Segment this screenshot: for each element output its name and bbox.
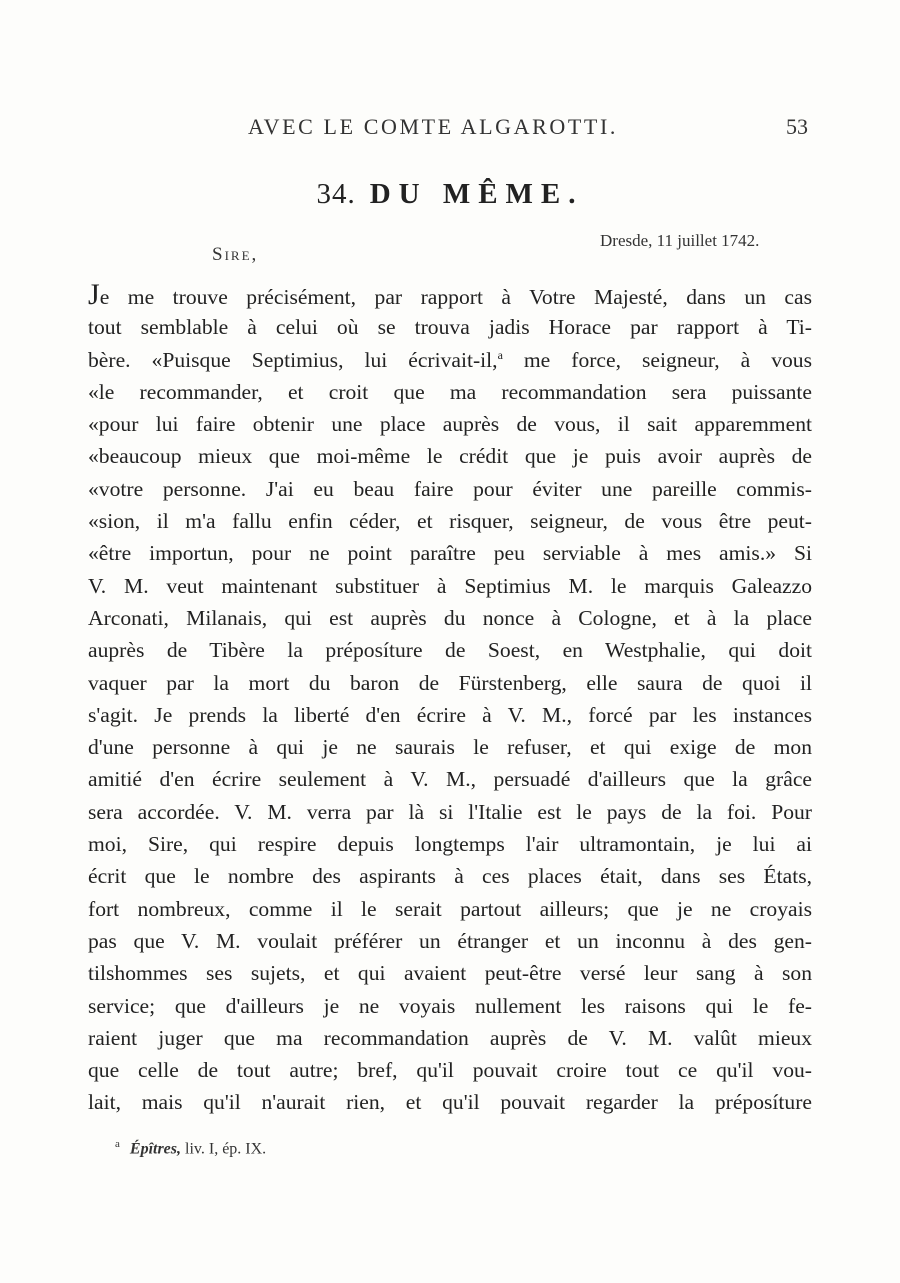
body-line: «le recommander, et croit que ma recommandation sera puissante (88, 379, 812, 404)
running-title: AVEC LE COMTE ALGAROTTI. (248, 114, 618, 139)
body-line: V. M. veut maintenant substituer à Septimius M. le marquis Galeazzo (88, 573, 812, 598)
salutation: Sire, (212, 244, 259, 265)
footnote-marker: a (497, 347, 503, 362)
body-line: auprès de Tibère la préposíture de Soest, en Westphalie, qui doit (88, 638, 812, 663)
body-line: sera accordée. V. M. verra par là si l'Italie est le pays de la foi. Pour (88, 799, 812, 824)
body-line: tout semblable à celui où se trouva jadis Horace par rapport à Ti- (88, 315, 812, 340)
body-line: vaquer par la mort du baron de Fürstenberg, elle saura de quoi il (88, 670, 812, 695)
body-line: raient juger que ma recommandation auprès de V. M. valût mieux (88, 1025, 812, 1050)
body-line: que celle de tout autre; bref, qu'il pouvait croire tout ce qu'il vou- (88, 1058, 812, 1083)
letter-title (0, 178, 900, 211)
body-line: lait, mais qu'il n'aurait rien, et qu'il pouvait regarder la préposíture (88, 1090, 812, 1115)
drop-cap: J (88, 278, 100, 311)
body-line: tilshommes ses sujets, et qui avaient peut-être versé leur sang à son (88, 961, 812, 986)
body-line: s'agit. Je prends la liberté d'en écrire à V. M., forcé par les instances (88, 702, 812, 727)
footnote (115, 1138, 266, 1158)
page-number: 53 (786, 114, 808, 139)
letter-heading: DU MÊME. (369, 178, 584, 210)
body-line: «beaucoup mieux que moi-même le crédit que je puis avoir auprès de (88, 444, 812, 469)
body-line: d'une personne à qui je ne saurais le refuser, et qui exige de mon (88, 735, 812, 760)
footnote-reference: liv. I, ép. IX. (181, 1140, 267, 1158)
body-line: «pour lui faire obtenir une place auprès de vous, il sait apparemment (88, 412, 812, 437)
letter-body (88, 279, 812, 1151)
body-line: «votre personne. J'ai eu beau faire pour éviter une pareille commis- (88, 476, 812, 501)
body-line: fort nombreux, comme il le serait partout ailleurs; que je ne croyais (88, 896, 812, 921)
footnote-work-title: Épîtres, (129, 1140, 182, 1158)
body-line: «sion, il m'a fallu enfin céder, et risquer, seigneur, de vous être peut- (88, 509, 812, 534)
body-line: moi, Sire, qui respire depuis longtemps l'air ultramontain, je lui ai (88, 832, 812, 857)
body-line: bère. «Puisque Septimius, lui écrivait-il,$^a$ me force, seigneur, à vous (88, 347, 812, 372)
body-line: pas que V. M. voulait préférer un étranger et un inconnu à des gen- (88, 928, 812, 953)
body-line: écrit que le nombre des aspirants à ces places était, dans ses États, (88, 864, 812, 889)
body-line: service; que d'ailleurs je ne voyais nullement les raisons qui le fe- (88, 993, 812, 1018)
body-line: Arconati, Milanais, qui est auprès du nonce à Cologne, et à la place (88, 605, 812, 630)
letter-number: 34. (316, 178, 356, 210)
body-line: amitié d'en écrire seulement à V. M., persuadé d'ailleurs que la grâce (88, 767, 812, 792)
body-line: Je me trouve précisément, par rapport à Votre Majesté, dans un cas (88, 278, 812, 311)
footnote-marker: a (115, 1138, 120, 1150)
dateline: Dresde, 11 juillet 1742. (600, 231, 760, 250)
body-line: «être importun, pour ne point paraître peu serviable à mes amis.» Si (88, 541, 812, 566)
